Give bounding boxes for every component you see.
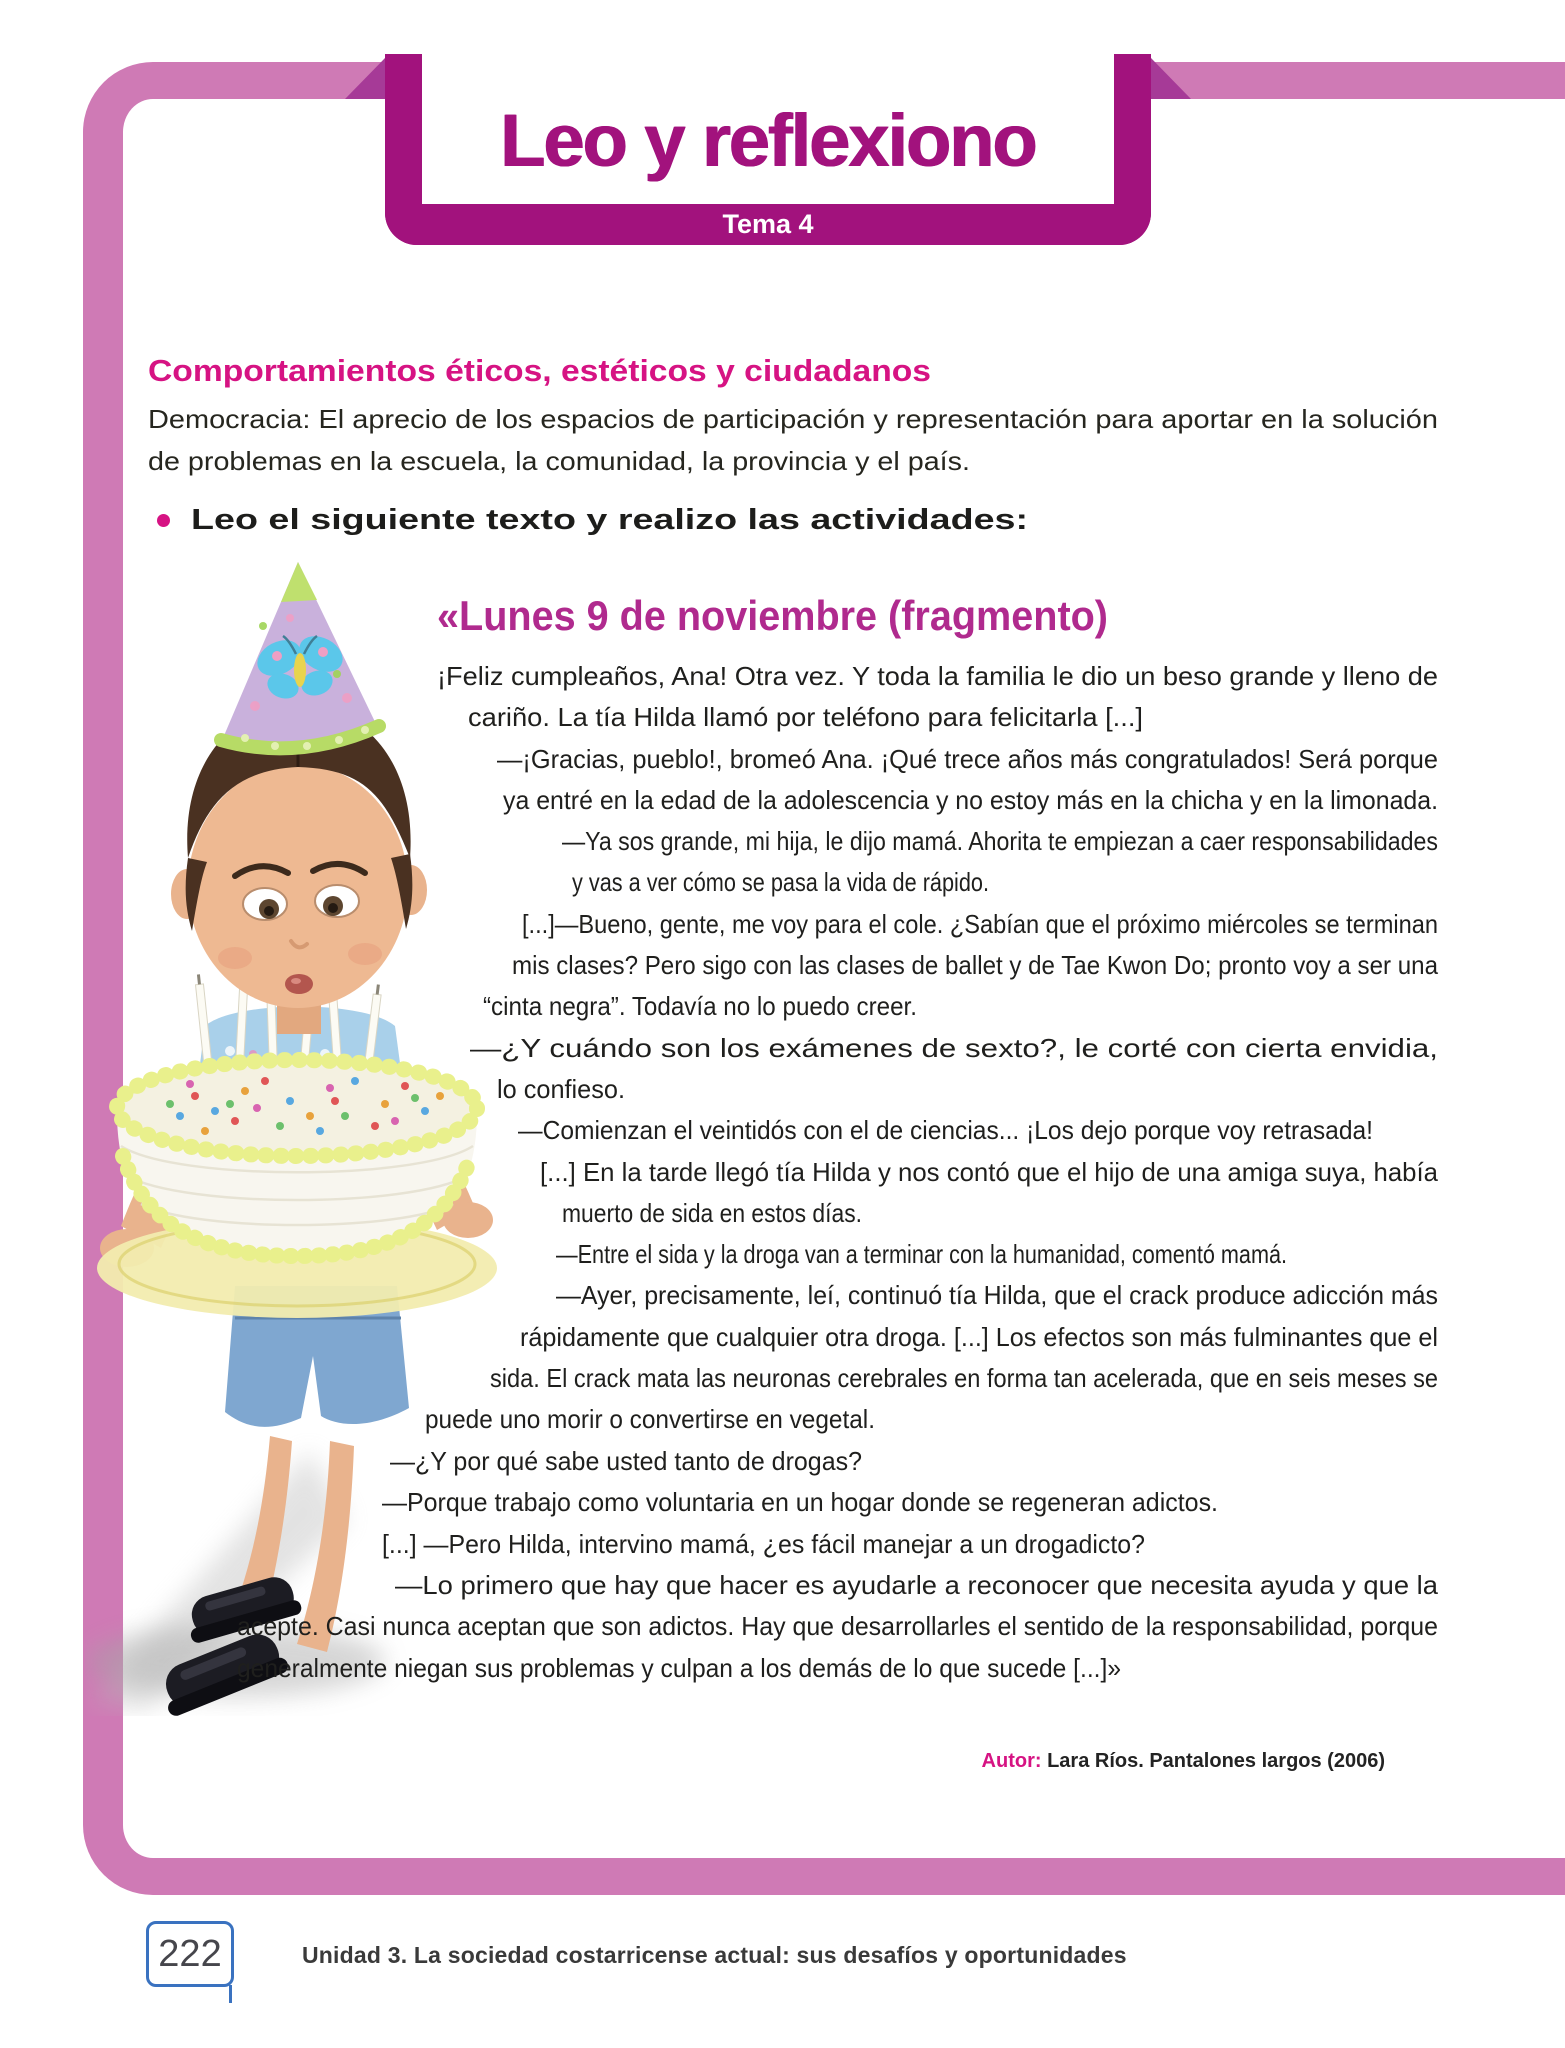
- page-number-box: [146, 1921, 234, 1987]
- story-line: sida. El crack mata las neuronas cerebrales en forma tan acelerada, que en seis meses se: [490, 1363, 1438, 1393]
- author-text: Lara Ríos. Pantalones largos (2006): [1041, 1750, 1385, 1772]
- story-line: generalmente niegan sus problemas y culpan a los demás de lo que sucede [...]»: [237, 1653, 1121, 1683]
- story-line: lo confieso.: [497, 1074, 625, 1104]
- girl-cheek: [218, 947, 252, 969]
- story-line: —¡Gracias, pueblo!, bromeó Ana. ¡Qué trece años más congratulados! Será porque: [497, 744, 1438, 774]
- story-line: y vas a ver cómo se pasa la vida de rápido.: [572, 867, 989, 897]
- story-line: [...] —Pero Hilda, intervino mamá, ¿es fácil manejar a un drogadicto?: [382, 1529, 1145, 1559]
- girl-eye: [315, 885, 359, 917]
- story-line: muerto de sida en estos días.: [562, 1198, 862, 1228]
- story-line: ya entré en la edad de la adolescencia y no estoy más en la chicha y en la limonada.: [503, 785, 1438, 815]
- story-line: mis clases? Pero sigo con las clases de ballet y de Tae Kwon Do; pronto voy a ser una: [512, 950, 1439, 980]
- story-line: acepte. Casi nunca aceptan que son adictos. Hay que desarrollarles el sentido de la responsabilidad, porque: [237, 1611, 1438, 1641]
- girl-cheek: [348, 943, 382, 965]
- girl-eye: [243, 888, 287, 920]
- girl-mouth-blowing: [285, 974, 313, 994]
- section-heading: Comportamientos éticos, estéticos y ciudadanos: [148, 353, 931, 388]
- author-credit: [800, 1750, 1385, 1773]
- page-title: Leo y reflexiono: [500, 99, 1036, 182]
- party-hat: [221, 562, 379, 750]
- story-title: «Lunes 9 de noviembre (fragmento): [437, 592, 1108, 639]
- header-banner: [385, 54, 1151, 245]
- story-line: cariño. La tía Hilda llamó por teléfono para felicitarla [...]: [468, 702, 1143, 732]
- bullet-dot: [157, 514, 170, 527]
- page-subtitle: Tema 4: [722, 209, 814, 239]
- section-body-line: Democracia: El aprecio de los espacios de participación y representación para aportar en la solución: [148, 404, 1438, 434]
- section-body-line: de problemas en la escuela, la comunidad, la provincia y el país.: [148, 446, 970, 476]
- story-line: rápidamente que cualquier otra droga. [...] Los efectos son más fulminantes que el: [520, 1322, 1438, 1352]
- story-line: —Entre el sida y la droga van a terminar con la humanidad, comentó mamá.: [556, 1239, 1287, 1269]
- story-line: —Comienzan el veintidós con el de ciencias... ¡Los dejo porque voy retrasada!: [518, 1115, 1373, 1145]
- author-label: Autor:: [981, 1750, 1042, 1772]
- story-line: [...]—Bueno, gente, me voy para el cole. ¿Sabían que el próximo miércoles se terminan: [522, 909, 1438, 939]
- story-line: —Porque trabajo como voluntaria en un hogar donde se regeneran adictos.: [382, 1487, 1218, 1517]
- girl-blowing-cake-illustration: [85, 556, 505, 1716]
- story-line: [...] En la tarde llegó tía Hilda y nos contó que el hijo de una amiga suya, había: [540, 1157, 1439, 1187]
- story-line: —¿Y cuándo son los exámenes de sexto?, le corté con cierta envidia,: [470, 1033, 1438, 1063]
- story-line: —Ya sos grande, mi hija, le dijo mamá. Ahorita te empiezan a caer responsabilidades: [562, 826, 1438, 856]
- story-line: —Lo primero que hay que hacer es ayudarle a reconocer que necesita ayuda y que la: [395, 1570, 1439, 1600]
- story-line: puede uno morir o convertirse en vegetal.: [425, 1404, 875, 1434]
- page-number-box-tail: [229, 1985, 232, 2003]
- story-line: “cinta negra”. Todavía no lo puedo creer.: [483, 991, 917, 1021]
- mouth-highlight: [291, 978, 301, 984]
- story-line: ¡Feliz cumpleaños, Ana! Otra vez. Y toda la familia le dio un beso grande y lleno de: [437, 661, 1438, 691]
- story-line: —Ayer, precisamente, leí, continuó tía Hilda, que el crack produce adicción más: [556, 1280, 1438, 1310]
- page-number: 222: [158, 1933, 222, 1975]
- unit-footer-text: Unidad 3. La sociedad costarricense actual: sus desafíos y oportunidades: [302, 1942, 1127, 1968]
- girl-face: [188, 764, 408, 1008]
- story-line: —¿Y por qué sabe usted tanto de drogas?: [390, 1446, 862, 1476]
- bullet-text: Leo el siguiente texto y realizo las actividades:: [191, 504, 1028, 536]
